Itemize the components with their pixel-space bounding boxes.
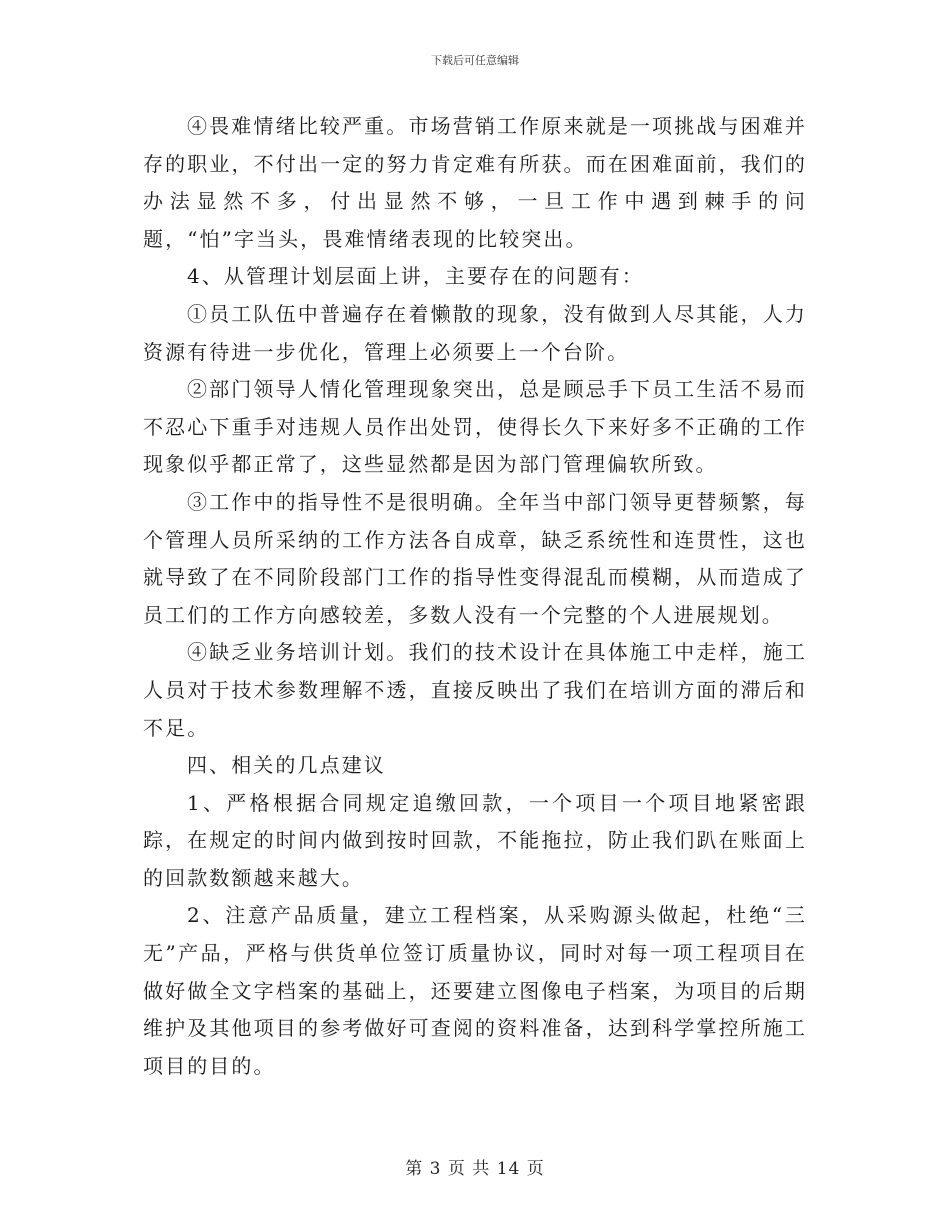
page-header: 下载后可任意编辑 — [431, 54, 519, 67]
paragraph-suggestion-quality: 2、注意产品质量，建立工程档案，从采购源头做起，杜绝“三无”产品，严格与供货单位签订质量协议，同时对每一项工程项目在做好做全文字档案的基础上，还要建立图像电子档案，为项目的后期维护及其他项目的参考做好可查阅的资料准备，达到科学掌控所施工项目的目的。 — [143, 903, 807, 1078]
paragraph-soft-management: ②部门领导人情化管理现象突出，总是顾忌手下员工生活不易而不忍心下重手对违规人员作出处罚，使得长久下来好多不正确的工作现象似乎都正常了，这些显然都是因为部门管理偏软所致。 — [143, 377, 807, 477]
paragraph-unclear-guidance: ③工作中的指导性不是很明确。全年当中部门领导更替频繁，每个管理人员所采纳的工作方法各自成章，缺乏系统性和连贯性，这也就导致了在不同阶段部门工作的指导性变得混乱而模糊，从而造成了员工们的工作方向感较差，多数人没有一个完整的个人进展规划。 — [143, 489, 807, 627]
paragraph-staff-laziness: ①员工队伍中普遍存在着懒散的现象，没有做到人尽其能，人力资源有待进一步优化，管理上必须要上一个台阶。 — [143, 301, 807, 364]
page-number-footer: 第 3 页 共 14 页 — [405, 1159, 545, 1179]
paragraph-suggestion-payment: 1、严格根据合同规定追缴回款，一个项目一个项目地紧密跟踪，在规定的时间内做到按时回款，不能拖拉，防止我们趴在账面上的回款数额越来越大。 — [143, 790, 807, 890]
paragraph-fear-of-difficulty: ④畏难情绪比较严重。市场营销工作原来就是一项挑战与困难并存的职业，不付出一定的努力肯定难有所获。而在困难面前，我们的办法显然不多，付出显然不够，一旦工作中遇到棘手的问题，“怕”字当头，畏难情绪表现的比较突出。 — [143, 114, 807, 251]
section-heading-suggestions: 四、相关的几点建议 — [187, 753, 386, 778]
paragraph-lack-of-training: ④缺乏业务培训计划。我们的技术设计在具体施工中走样，施工人员对于技术参数理解不透，直接反映出了我们在培训方面的滞后和不足。 — [143, 640, 807, 740]
paragraph-management-heading: 4、从管理计划层面上讲，主要存在的问题有： — [187, 264, 644, 289]
document-body — [143, 108, 807, 1085]
